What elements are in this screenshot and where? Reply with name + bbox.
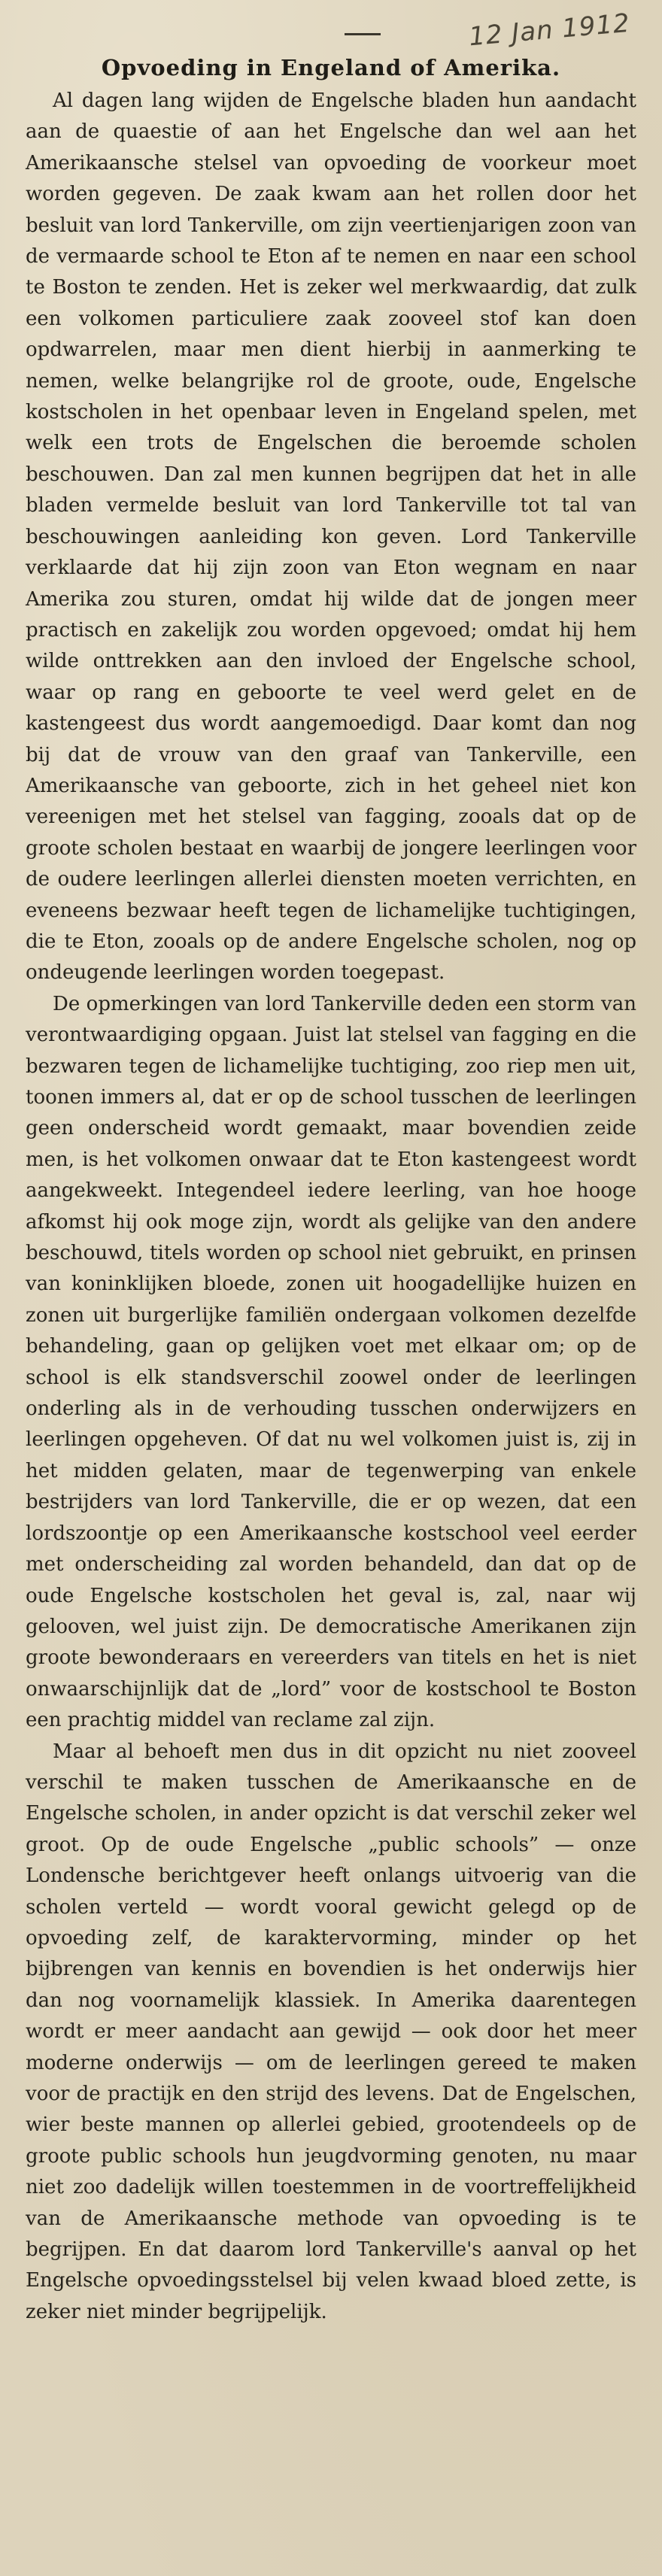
- paragraph-2: De opmerkingen van lord Tankerville deden een storm van verontwaardiging opgaan. Juist lat stelsel van fagging en die bezwaren tegen de lichamelijke tuchtiging, zoo riep men uit, toonen immers al, dat er op de school tusschen de leerlingen geen onderscheid wordt gemaakt, maar bovendien zeide men, is het volkomen onwaar dat te Eton kastengeest wordt aangekweekt. Integendeel iedere leerling, van hoe hooge afkomst hij ook moge zijn, wordt als gelijke van den andere beschouwd, titels worden op school niet gebruikt, en prinsen van koninklijken bloede, zonen uit hoogadellijke huizen en zonen uit burgerlijke familiën ondergaan volkomen dezelfde behandeling, gaan op gelijken voet met elkaar om; op de school is elk standsverschil zoowel onder de leerlingen onderling als in de verhouding tusschen onderwijzers en leerlingen opgeheven. Of dat nu wel volkomen juist is, zij in het midden gelaten, maar de tegenwerping van enkele bestrijders van lord Tankerville, die er op wezen, dat een lordszoontje op een Amerikaansche kostschool veel eerder met onderscheiding zal worden behandeld, dan dat op de oude Engelsche kostscholen het geval is, zal, naar wij gelooven, wel juist zijn. De democratische Amerikanen zijn groote bewonderaars en vereerders van titels en het is niet onwaarschijnlijk dat de „lord” voor de kostschool te Boston een prachtig middel van reclame zal zijn.: [26, 992, 636, 1732]
- separator-dash: [345, 33, 381, 35]
- article-body: [26, 86, 636, 2328]
- paragraph-3: Maar al behoeft men dus in dit opzicht nu niet zooveel verschil te maken tusschen de Amerikaansche en de Engelsche scholen, in ander opzicht is dat verschil zeker wel groot. Op de oude Engelsche „public schools” — onze Londensche berichtgever heeft onlangs uitvoerig van die scholen verteld — wordt vooral gewicht gelegd op de opvoeding zelf, de karaktervorming, minder op het bijbrengen van kennis en bovendien is het onderwijs hier dan nog voornamelijk klassiek. In Amerika daarentegen wordt er meer aandacht aan gewijd — ook door het meer moderne onderwijs — om de leerlingen gereed te maken voor de practijk en den strijd des levens. Dat de Engelschen, wier beste mannen op allerlei gebied, grootendeels op de groote public schools hun jeugdvorming genoten, nu maar niet zoo dadelijk willen toestemmen in de voortreffelijkheid van de Amerikaansche methode van opvoeding is te begrijpen. En dat daarom lord Tankerville's aanval op het Engelsche opvoedingsstelsel bij velen kwaad bloed zette, is zeker niet minder begrijpelijk.: [26, 1740, 636, 2323]
- article-title: Opvoeding in Engeland of Amerika.: [101, 55, 561, 80]
- clipping-header: [26, 0, 636, 53]
- handwritten-date: 12 Jan 1912: [467, 8, 632, 53]
- paragraph-1: Al dagen lang wijden de Engelsche bladen hun aandacht aan de quaestie of aan het Engelsche dan wel aan het Amerikaansche stelsel van opvoeding de voorkeur moet worden gegeven. De zaak kwam aan het rollen door het besluit van lord Tankerville, om zijn veertienjarigen zoon van de vermaarde school te Eton af te nemen en naar een school te Boston te zenden. Het is zeker wel merkwaardig, dat zulk een volkomen particuliere zaak zooveel stof kan doen opdwarrelen, maar men dient hierbij in aanmerking te nemen, welke belangrijke rol de groote, oude, Engelsche kostscholen in het openbaar leven in Engeland spelen, met welk een trots de Engelschen die beroemde scholen beschouwen. Dan zal men kunnen begrijpen dat het in alle bladen vermelde besluit van lord Tankerville tot tal van beschouwingen aanleiding kon geven. Lord Tankerville verklaarde dat hij zijn zoon van Eton wegnam en naar Amerika zou sturen, omdat hij wilde dat de jongen meer practisch en zakelijk zou worden opgevoed; omdat hij hem wilde onttrekken aan den invloed der Engelsche school, waar op rang en geboorte te veel werd gelet en de kastengeest dus wordt aangemoedigd. Daar komt dan nog bij dat de vrouw van den graaf van Tankerville, een Amerikaansche van geboorte, zich in het geheel niet kon vereenigen met het stelsel van fagging, zooals dat op de groote scholen bestaat en waarbij de jongere leerlingen voor de oudere leerlingen allerlei diensten moeten verrichten, en eveneens bezwaar heeft tegen de lichamelijke tuchtigingen, die te Eton, zooals op de andere Engelsche scholen, nog op ondeugende leerlingen worden toegepast.: [26, 90, 636, 985]
